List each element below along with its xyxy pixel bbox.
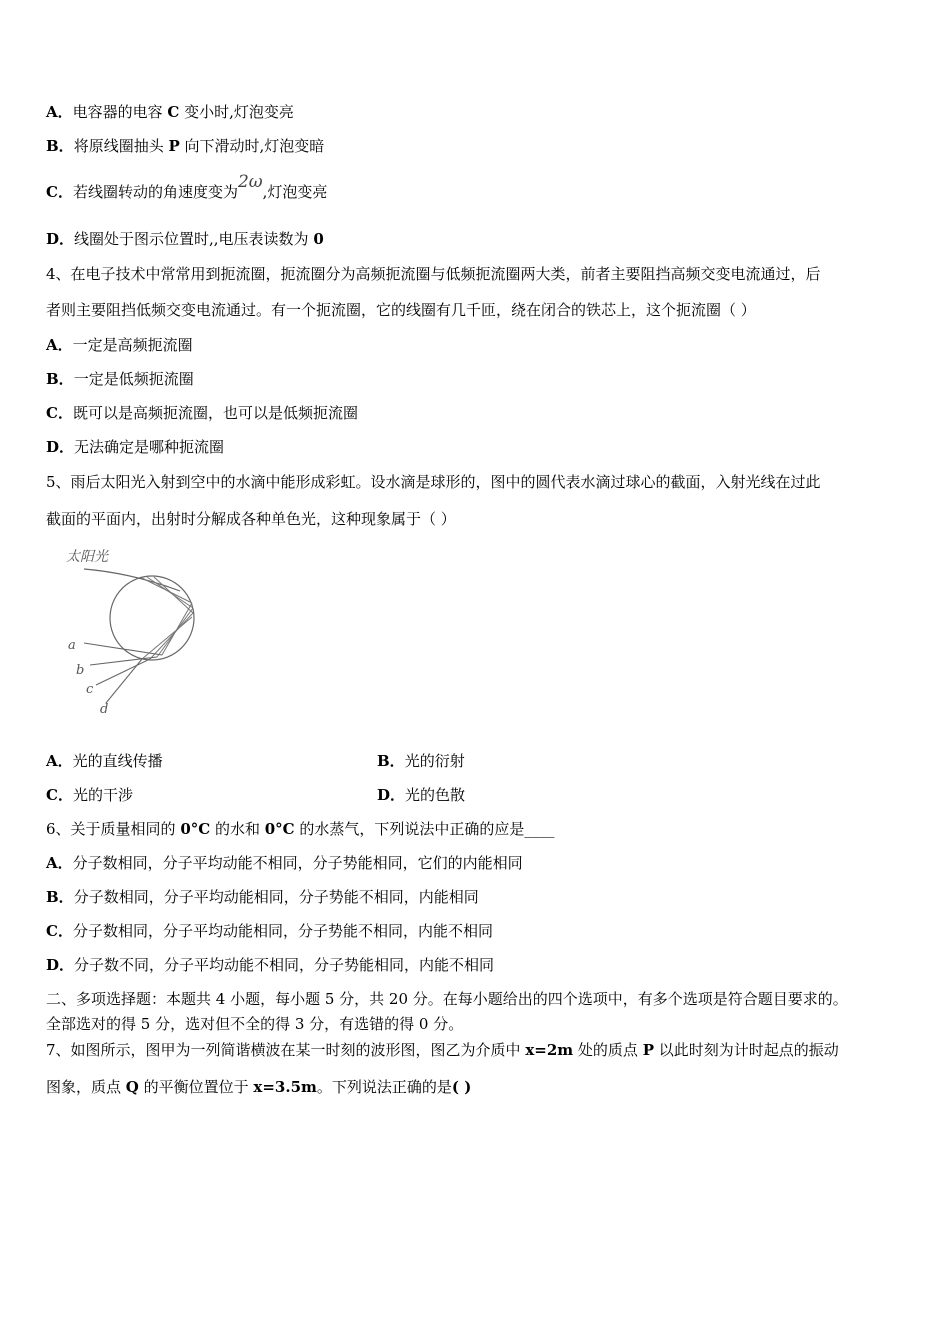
q4-option-a <box>46 335 193 355</box>
q4-stem-line2: 者则主要阻挡低频交变电流通过。有一个扼流圈，它的线圈有几千匝，绕在闭合的铁芯上，这个扼流圈（ ） <box>46 301 756 319</box>
option-symbol: C <box>167 103 180 121</box>
q6-option-a <box>46 853 523 873</box>
q5-stem-line1: 5、雨后太阳光入射到空中的水滴中能形成彩虹。设水滴是球形的，图中的圆代表水滴过球心的截面，入射光线在过此 <box>46 473 821 491</box>
stem-text: 的水和 <box>210 820 265 838</box>
ray-label-c: c <box>86 682 94 697</box>
q4-option-b <box>46 369 194 389</box>
option-symbol: 0 <box>313 230 324 248</box>
ray-label-a: a <box>68 638 76 653</box>
option-text: 分子数不同，分子平均动能不相同，分子势能相同，内能不相同 <box>74 956 495 974</box>
stem-text: 7、如图所示，图甲为一列简谐横波在某一时刻的波形图，图乙为介质中 <box>46 1041 526 1059</box>
q6-option-b <box>46 887 479 907</box>
stem-text: 的平衡位置位于 <box>138 1078 254 1096</box>
option-text: ,灯泡变亮 <box>262 183 328 201</box>
option-label: C． <box>46 922 73 940</box>
option-text: 变小时,灯泡变亮 <box>179 103 294 121</box>
option-text: 分子数相同，分子平均动能相同，分子势能不相同，内能相同 <box>73 888 479 906</box>
ray-label-b: b <box>76 663 85 678</box>
q4-stem-line1: 4、在电子技术中常常用到扼流圈，扼流圈分为高频扼流圈与低频扼流圈两大类，前者主要阻挡高频交变电流通过，后 <box>46 265 821 283</box>
option-label: B． <box>46 370 74 388</box>
q5-option-c <box>46 785 133 805</box>
q3-option-d <box>46 229 324 249</box>
option-label: A． <box>46 752 73 770</box>
q3-option-c <box>46 172 328 202</box>
stem-text: 图象，质点 <box>46 1078 126 1096</box>
option-text: 光的直线传播 <box>72 752 163 770</box>
option-label: D． <box>46 956 75 974</box>
option-label: C． <box>46 183 73 201</box>
raindrop-figure <box>62 543 202 715</box>
option-text: 光的色散 <box>405 786 466 804</box>
option-text: 电容器的电容 <box>72 103 168 121</box>
position-value: x=2m <box>525 1041 574 1059</box>
option-label: D． <box>377 786 406 804</box>
q6-option-c <box>46 921 493 941</box>
option-label: A． <box>46 103 73 121</box>
ray-label-d: d <box>100 702 109 715</box>
omega-formula: 2ω <box>237 172 263 192</box>
option-label: D． <box>46 230 75 248</box>
q3-option-a <box>46 102 294 122</box>
stem-text: 以此时刻为计时起点的振动 <box>653 1041 839 1059</box>
option-label: C． <box>46 404 73 422</box>
q5-option-b <box>377 751 465 771</box>
q5-option-d <box>377 785 465 805</box>
option-label: A． <box>46 336 73 354</box>
temperature: 0°C <box>180 820 211 838</box>
option-text: 分子数相同，分子平均动能相同，分子势能不相同，内能不相同 <box>72 922 493 940</box>
section2-heading-line1: 二、多项选择题：本题共 4 小题，每小题 5 分，共 20 分。在每小题给出的四个选项中，有多个选项是符合题目要求的。 <box>46 990 848 1008</box>
q7-stem-line2 <box>46 1077 471 1097</box>
option-label: B． <box>46 137 74 155</box>
option-text: 向下滑动时,灯泡变暗 <box>179 137 325 155</box>
stem-text: 6、关于质量相同的 <box>46 820 181 838</box>
option-text: 分子数相同，分子平均动能不相同，分子势能相同，它们的内能相同 <box>72 854 523 872</box>
position-value: x=3.5m <box>253 1078 317 1096</box>
stem-text: 的水蒸气，下列说法中正确的应是____ <box>294 820 555 838</box>
q6-stem <box>46 819 554 839</box>
option-text: 线圈处于图示位置时,,电压表读数为 <box>74 230 314 248</box>
q5-option-a <box>46 751 163 771</box>
option-label: B． <box>46 888 74 906</box>
answer-paren: ( ) <box>451 1078 472 1096</box>
option-text: 光的干涉 <box>72 786 133 804</box>
option-label: D． <box>46 438 75 456</box>
option-text: 既可以是高频扼流圈，也可以是低频扼流圈 <box>72 404 358 422</box>
q3-option-b <box>46 136 324 156</box>
q7-stem-line1 <box>46 1040 839 1060</box>
option-text: 一定是高频扼流圈 <box>72 336 193 354</box>
water-drop-circle <box>110 576 194 660</box>
stem-text: 处的质点 <box>573 1041 643 1059</box>
q4-option-d <box>46 437 224 457</box>
sun-light-label: 太阳光 <box>66 549 108 565</box>
option-text: 将原线圈抽头 <box>73 137 169 155</box>
q5-stem-line2: 截面的平面内，出射时分解成各种单色光，这种现象属于（ ） <box>46 510 456 528</box>
option-symbol: P <box>168 137 180 155</box>
stem-text: 。下列说法正确的是 <box>316 1078 452 1096</box>
internal-rays <box>142 577 193 659</box>
option-label: A． <box>46 854 73 872</box>
point-symbol: Q <box>125 1078 139 1096</box>
temperature: 0°C <box>264 820 295 838</box>
option-text: 一定是低频扼流圈 <box>73 370 194 388</box>
section2-heading-line2: 全部选对的得 5 分，选对但不全的得 3 分，有选错的得 0 分。 <box>46 1015 464 1033</box>
option-text: 光的衍射 <box>404 752 465 770</box>
option-label: B． <box>377 752 405 770</box>
option-text: 若线圈转动的角速度变为 <box>72 183 238 201</box>
point-symbol: P <box>642 1041 654 1059</box>
q6-option-d <box>46 955 494 975</box>
option-text: 无法确定是哪种扼流圈 <box>74 438 225 456</box>
q4-option-c <box>46 403 358 423</box>
option-label: C． <box>46 786 73 804</box>
